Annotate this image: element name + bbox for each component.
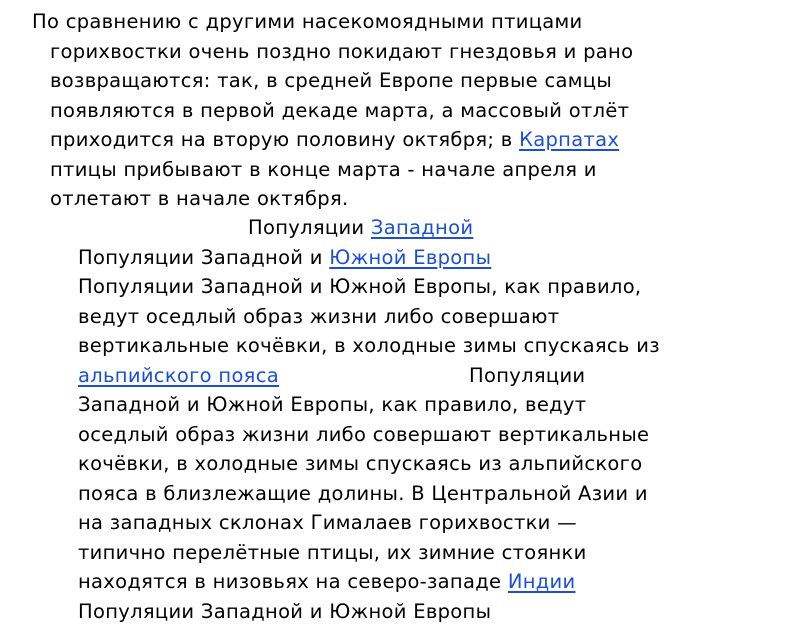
block-line: на западных склонах Гималаев горихвостки — <box>78 508 758 538</box>
block-line <box>78 213 758 243</box>
paragraph-line: возвращаются: так, в средней Европе первые самцы <box>50 66 750 96</box>
block-line: оседлый образ жизни либо совершают вертикальные <box>78 420 758 450</box>
block-line: типично перелётные птицы, их зимние стоянки <box>78 538 758 568</box>
paragraph-line-text: приходится на вторую половину октября; в <box>50 128 519 151</box>
link-western[interactable]: Западной <box>371 216 473 239</box>
paragraph-line <box>50 125 750 155</box>
paragraph-line: птицы прибывают в конце марта - начале апреля и <box>50 155 750 185</box>
intro-paragraph <box>50 7 750 214</box>
link-carpathians[interactable]: Карпатах <box>519 128 619 151</box>
block-line-text: Популяции Западной и <box>78 246 329 269</box>
paragraph-line: отлетают в начале октября. <box>50 184 750 214</box>
block-line <box>78 361 758 391</box>
populations-block <box>78 213 758 626</box>
paragraph-line: появляются в первой декаде марта, а массовый отлёт <box>50 96 750 126</box>
block-line <box>78 243 758 273</box>
link-southern-europe[interactable]: Южной Европы <box>329 246 491 269</box>
block-line-text: Популяции <box>469 364 585 387</box>
paragraph-line: По сравнению с другими насекомоядными птицами <box>32 7 750 37</box>
link-india[interactable]: Индии <box>508 570 576 593</box>
paragraph-line: горихвостки очень поздно покидают гнездовья и рано <box>50 37 750 67</box>
block-line: Западной и Южной Европы, как правило, ведут <box>78 390 758 420</box>
block-line: кочёвки, в холодные зимы спускаясь из альпийского <box>78 449 758 479</box>
block-line: Популяции Западной и Южной Европы, как правило, <box>78 272 758 302</box>
block-line: пояса в близлежащие долины. В Центральной Азии и <box>78 479 758 509</box>
block-line: ведут оседлый образ жизни либо совершают <box>78 302 758 332</box>
link-alpine-zone[interactable]: альпийского пояса <box>78 364 279 387</box>
block-line-text: находятся в низовьях на северо-западе <box>78 570 508 593</box>
block-line: Популяции Западной и Южной Европы <box>78 597 758 626</box>
block-line: вертикальные кочёвки, в холодные зимы спускаясь из <box>78 331 758 361</box>
block-line <box>78 567 758 597</box>
block-line-text: Популяции <box>248 216 371 239</box>
